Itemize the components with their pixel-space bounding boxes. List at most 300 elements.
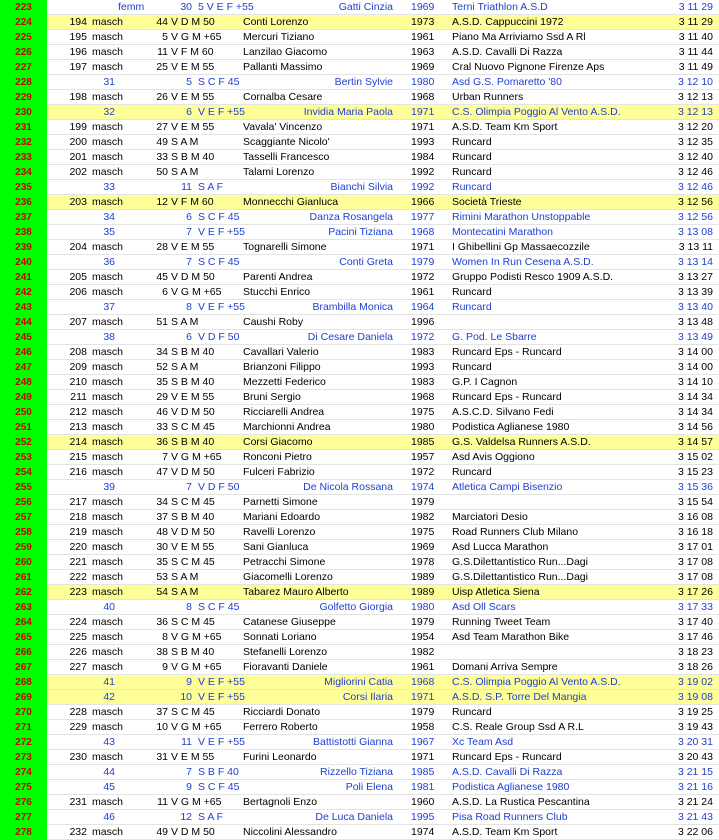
male-rank-cell: 212: [69, 406, 87, 418]
category-cell: V F M 60: [171, 196, 214, 208]
athlete-name-cell: Danza Rosangela: [309, 211, 393, 223]
team-cell: Runcard: [452, 181, 492, 193]
sex-cell: masch: [92, 661, 123, 673]
sex-cell: masch: [92, 316, 123, 328]
category-cell: V D M 50: [171, 406, 215, 418]
category-cell: V E F +55: [198, 226, 245, 238]
table-row: [0, 120, 719, 135]
category-rank-cell: 34: [156, 496, 168, 508]
finish-time-cell: 3 14 10: [677, 376, 713, 388]
category-cell: S A M: [171, 571, 199, 583]
male-rank-cell: 209: [69, 361, 87, 373]
finish-time-cell: 3 14 34: [677, 391, 713, 403]
male-rank-cell: 214: [69, 436, 87, 448]
athlete-name-cell: Golfetto Giorgia: [319, 601, 393, 613]
category-rank-cell: 30: [180, 1, 192, 13]
athlete-name-cell: Stucchi Enrico: [243, 286, 311, 298]
table-row: [0, 45, 719, 60]
sex-cell: masch: [92, 631, 123, 643]
finish-time-cell: 3 15 23: [677, 466, 713, 478]
category-rank-cell: 7: [186, 481, 192, 493]
category-cell: S C F 45: [198, 211, 240, 223]
category-rank-cell: 11: [157, 796, 168, 808]
sex-cell: masch: [92, 796, 123, 808]
category-rank-cell: 6: [186, 106, 192, 118]
finish-time-cell: 3 11 29: [678, 1, 713, 13]
category-rank-cell: 9: [186, 676, 192, 688]
female-rank-cell: 45: [103, 781, 115, 793]
table-row: [0, 735, 719, 750]
female-rank-cell: 35: [103, 226, 115, 238]
athlete-name-cell: Conti Greta: [339, 256, 393, 268]
table-row: [0, 555, 719, 570]
male-rank-cell: 194: [69, 16, 87, 28]
male-rank-cell: 225: [69, 631, 87, 643]
category-cell: S C F 45: [198, 601, 240, 613]
category-cell: V E M 55: [171, 391, 215, 403]
athlete-name-cell: Furini Leonardo: [243, 751, 317, 763]
finish-time-cell: 3 15 02: [677, 451, 713, 463]
athlete-name-cell: Fioravanti Daniele: [243, 661, 328, 673]
position-cell: 272: [0, 735, 47, 750]
male-rank-cell: 211: [70, 391, 87, 403]
male-rank-cell: 218: [69, 511, 87, 523]
position-cell: 256: [0, 495, 47, 510]
male-rank-cell: 203: [69, 196, 87, 208]
category-cell: V F M 60: [171, 46, 214, 58]
athlete-name-cell: Cornalba Cesare: [243, 91, 323, 103]
category-cell: S C M 45: [171, 616, 215, 628]
female-rank-cell: 38: [103, 331, 115, 343]
category-cell: S C M 45: [171, 421, 215, 433]
female-rank-cell: 43: [103, 736, 115, 748]
male-rank-cell: 206: [69, 286, 87, 298]
birth-year-cell: 1961: [411, 661, 435, 673]
birth-year-cell: 1963: [411, 46, 435, 58]
table-row: [0, 540, 719, 555]
finish-time-cell: 3 14 00: [677, 346, 713, 358]
athlete-name-cell: Mezzetti Federico: [243, 376, 326, 388]
table-row: [0, 660, 719, 675]
birth-year-cell: 1982: [411, 511, 435, 523]
athlete-name-cell: Tabarez Mauro Alberto: [243, 586, 349, 598]
table-row: [0, 165, 719, 180]
birth-year-cell: 1954: [411, 631, 435, 643]
team-cell: Runcard: [452, 361, 492, 373]
birth-year-cell: 1979: [411, 616, 435, 628]
category-cell: V E F +55: [198, 301, 245, 313]
athlete-name-cell: Monnecchi Gianluca: [243, 196, 339, 208]
finish-time-cell: 3 13 39: [677, 286, 713, 298]
category-rank-cell: 45: [156, 271, 168, 283]
birth-year-cell: 1971: [411, 241, 435, 253]
finish-time-cell: 3 17 33: [677, 601, 713, 613]
birth-year-cell: 1983: [411, 376, 435, 388]
table-row: [0, 795, 719, 810]
position-cell: 273: [0, 750, 47, 765]
finish-time-cell: 3 16 08: [677, 511, 713, 523]
table-row: [0, 720, 719, 735]
table-row: [0, 150, 719, 165]
position-cell: 249: [0, 390, 47, 405]
male-rank-cell: 205: [69, 271, 87, 283]
athlete-name-cell: Ricciardi Donato: [243, 706, 321, 718]
sex-cell: masch: [92, 166, 123, 178]
category-cell: S B M 40: [171, 511, 215, 523]
category-rank-cell: 50: [156, 166, 168, 178]
position-cell: 258: [0, 525, 47, 540]
male-rank-cell: 228: [69, 706, 87, 718]
table-row: [0, 780, 719, 795]
birth-year-cell: 1972: [411, 466, 435, 478]
table-row: [0, 15, 719, 30]
birth-year-cell: 1974: [411, 481, 435, 493]
category-rank-cell: 49: [156, 826, 168, 838]
birth-year-cell: 1979: [411, 496, 435, 508]
sex-cell: masch: [92, 121, 123, 133]
finish-time-cell: 3 17 01: [677, 541, 713, 553]
athlete-name-cell: Invidia Maria Paola: [303, 106, 393, 118]
finish-time-cell: 3 20 31: [677, 736, 713, 748]
category-cell: V E M 55: [171, 61, 215, 73]
athlete-name-cell: Bertin Sylvie: [334, 76, 393, 88]
category-rank-cell: 37: [156, 511, 168, 523]
position-cell: 236: [0, 195, 47, 210]
athlete-name-cell: Pacini Tiziana: [328, 226, 393, 238]
athlete-name-cell: Tasselli Francesco: [243, 151, 330, 163]
birth-year-cell: 1980: [411, 601, 435, 613]
category-rank-cell: 35: [156, 556, 168, 568]
table-row: [0, 825, 719, 840]
female-rank-cell: 34: [103, 211, 115, 223]
category-rank-cell: 31: [156, 751, 168, 763]
table-row: [0, 60, 719, 75]
athlete-name-cell: Gatti Cinzia: [338, 1, 393, 13]
sex-cell: masch: [92, 721, 123, 733]
category-rank-cell: 11: [181, 736, 192, 748]
team-cell: Pisa Road Runners Club: [452, 811, 568, 823]
finish-time-cell: 3 21 15: [677, 766, 713, 778]
category-rank-cell: 33: [156, 421, 168, 433]
male-rank-cell: 230: [69, 751, 87, 763]
male-rank-cell: 223: [69, 586, 87, 598]
position-cell: 239: [0, 240, 47, 255]
position-cell: 244: [0, 315, 47, 330]
birth-year-cell: 1984: [411, 151, 435, 163]
category-rank-cell: 28: [156, 241, 168, 253]
category-rank-cell: 12: [180, 811, 192, 823]
category-cell: S A F: [198, 181, 224, 193]
table-row: [0, 225, 719, 240]
finish-time-cell: 3 13 11: [678, 241, 713, 253]
sex-cell: masch: [92, 451, 123, 463]
athlete-name-cell: Corsi Ilaria: [342, 691, 393, 703]
category-rank-cell: 9: [162, 661, 168, 673]
finish-time-cell: 3 19 02: [677, 676, 713, 688]
table-row: [0, 405, 719, 420]
position-cell: 224: [0, 15, 47, 30]
birth-year-cell: 1968: [411, 676, 435, 688]
position-cell: 259: [0, 540, 47, 555]
team-cell: Uisp Atletica Siena: [452, 586, 540, 598]
sex-cell: masch: [92, 271, 123, 283]
table-row: [0, 210, 719, 225]
category-rank-cell: 7: [186, 256, 192, 268]
position-cell: 235: [0, 180, 47, 195]
category-cell: V E M 55: [171, 91, 215, 103]
sex-cell: masch: [92, 361, 123, 373]
finish-time-cell: 3 18 23: [677, 646, 713, 658]
athlete-name-cell: Corsi Giacomo: [243, 436, 313, 448]
table-row: [0, 330, 719, 345]
category-cell: V G M +65: [171, 631, 222, 643]
team-cell: Terni Triathlon A.S.D: [452, 1, 548, 13]
category-cell: V D F 50: [198, 481, 240, 493]
team-cell: Podistica Aglianese 1980: [452, 781, 570, 793]
female-rank-cell: 32: [103, 106, 115, 118]
sex-cell: masch: [92, 826, 123, 838]
sex-cell: masch: [92, 91, 123, 103]
category-rank-cell: 5: [186, 76, 192, 88]
position-cell: 233: [0, 150, 47, 165]
finish-time-cell: 3 15 36: [677, 481, 713, 493]
category-rank-cell: 49: [156, 136, 168, 148]
team-cell: Asd G.S. Pomaretto '80: [452, 76, 562, 88]
table-row: [0, 630, 719, 645]
category-rank-cell: 7: [186, 766, 192, 778]
position-cell: 261: [0, 570, 47, 585]
birth-year-cell: 1978: [411, 556, 435, 568]
sex-cell: masch: [92, 421, 123, 433]
birth-year-cell: 1992: [411, 181, 435, 193]
category-rank-cell: 8: [162, 631, 168, 643]
birth-year-cell: 1973: [411, 16, 435, 28]
female-rank-cell: 33: [103, 181, 115, 193]
team-cell: Cral Nuovo Pignone Firenze Aps: [452, 61, 605, 73]
team-cell: A.S.D. S.P. Torre Del Mangia: [452, 691, 587, 703]
athlete-name-cell: Marchionni Andrea: [243, 421, 331, 433]
category-rank-cell: 36: [156, 616, 168, 628]
finish-time-cell: 3 22 06: [677, 826, 713, 838]
finish-time-cell: 3 13 48: [677, 316, 713, 328]
table-row: [0, 240, 719, 255]
athlete-name-cell: Ronconi Pietro: [243, 451, 312, 463]
athlete-name-cell: Vavala' Vincenzo: [243, 121, 323, 133]
finish-time-cell: 3 12 13: [677, 106, 713, 118]
birth-year-cell: 1979: [411, 256, 435, 268]
position-cell: 266: [0, 645, 47, 660]
category-rank-cell: 51: [156, 316, 168, 328]
athlete-name-cell: Rizzello Tiziana: [320, 766, 393, 778]
birth-year-cell: 1980: [411, 421, 435, 433]
birth-year-cell: 1969: [411, 61, 435, 73]
position-cell: 228: [0, 75, 47, 90]
team-cell: I Ghibellini Gp Massaecozzile: [452, 241, 590, 253]
finish-time-cell: 3 18 26: [677, 661, 713, 673]
category-cell: S B M 40: [171, 151, 215, 163]
category-cell: S A M: [171, 361, 199, 373]
birth-year-cell: 1960: [411, 796, 435, 808]
position-cell: 251: [0, 420, 47, 435]
male-rank-cell: 200: [69, 136, 87, 148]
position-cell: 278: [0, 825, 47, 840]
team-cell: Gruppo Podisti Resco 1909 A.S.D.: [452, 271, 614, 283]
team-cell: A.S.D. Cavalli Di Razza: [452, 46, 563, 58]
birth-year-cell: 1996: [411, 316, 435, 328]
category-rank-cell: 34: [156, 346, 168, 358]
team-cell: Marciatori Desio: [452, 511, 528, 523]
team-cell: Asd Lucca Marathon: [452, 541, 549, 553]
athlete-name-cell: Cavallari Valerio: [243, 346, 319, 358]
finish-time-cell: 3 11 44: [678, 46, 713, 58]
athlete-name-cell: Brambilla Monica: [312, 301, 393, 313]
category-cell: V E F +55: [198, 106, 245, 118]
sex-cell: masch: [92, 241, 123, 253]
table-row: [0, 195, 719, 210]
team-cell: Domani Arriva Sempre: [452, 661, 558, 673]
male-rank-cell: 207: [69, 316, 87, 328]
category-rank-cell: 8: [186, 301, 192, 313]
finish-time-cell: 3 12 35: [677, 136, 713, 148]
team-cell: G.S. Valdelsa Runners A.S.D.: [452, 436, 591, 448]
table-row: [0, 0, 719, 15]
position-cell: 252: [0, 435, 47, 450]
table-row: [0, 420, 719, 435]
category-cell: S C M 45: [171, 706, 215, 718]
athlete-name-cell: Bruni Sergio: [243, 391, 301, 403]
female-rank-cell: 31: [103, 76, 115, 88]
birth-year-cell: 1961: [411, 31, 435, 43]
female-rank-cell: 37: [103, 301, 115, 313]
category-cell: V D F 50: [198, 331, 240, 343]
birth-year-cell: 1985: [411, 766, 435, 778]
category-cell: V G M +65: [171, 661, 222, 673]
category-cell: V E F +55: [198, 736, 245, 748]
position-cell: 270: [0, 705, 47, 720]
team-cell: Urban Runners: [452, 91, 524, 103]
table-row: [0, 480, 719, 495]
team-cell: Runcard Eps - Runcard: [452, 751, 562, 763]
position-cell: 237: [0, 210, 47, 225]
finish-time-cell: 3 12 10: [677, 76, 713, 88]
male-rank-cell: 227: [69, 661, 87, 673]
position-cell: 242: [0, 285, 47, 300]
finish-time-cell: 3 11 49: [678, 61, 713, 73]
category-rank-cell: 48: [156, 526, 168, 538]
category-cell: V G M +65: [171, 451, 222, 463]
category-cell: V G M +65: [171, 796, 222, 808]
birth-year-cell: 1971: [411, 751, 435, 763]
table-row: [0, 285, 719, 300]
finish-time-cell: 3 21 24: [677, 796, 713, 808]
female-rank-cell: 41: [103, 676, 115, 688]
team-cell: Piano Ma Arriviamo Ssd A Rl: [452, 31, 586, 43]
birth-year-cell: 1969: [411, 1, 435, 13]
male-rank-cell: 210: [69, 376, 87, 388]
table-row: [0, 810, 719, 825]
athlete-name-cell: Migliorini Catia: [324, 676, 393, 688]
table-row: [0, 465, 719, 480]
male-rank-cell: 202: [69, 166, 87, 178]
sex-cell: masch: [92, 466, 123, 478]
position-cell: 250: [0, 405, 47, 420]
team-cell: Rimini Marathon Unstoppable: [452, 211, 591, 223]
athlete-name-cell: Mercuri Tiziano: [243, 31, 315, 43]
birth-year-cell: 1966: [411, 196, 435, 208]
athlete-name-cell: Giacomelli Lorenzo: [243, 571, 333, 583]
athlete-name-cell: Bianchi Silvia: [330, 181, 393, 193]
team-cell: Runcard Eps - Runcard: [452, 346, 562, 358]
sex-cell: masch: [92, 46, 123, 58]
athlete-name-cell: Mariani Edoardo: [243, 511, 321, 523]
finish-time-cell: 3 19 43: [677, 721, 713, 733]
category-rank-cell: 54: [156, 586, 168, 598]
category-cell: V E M 55: [171, 751, 215, 763]
athlete-name-cell: Ravelli Lorenzo: [243, 526, 316, 538]
female-rank-cell: 36: [103, 256, 115, 268]
position-cell: 240: [0, 255, 47, 270]
table-row: [0, 30, 719, 45]
category-rank-cell: 29: [156, 391, 168, 403]
athlete-name-cell: Caushi Roby: [243, 316, 304, 328]
sex-cell: masch: [92, 436, 123, 448]
male-rank-cell: 222: [69, 571, 87, 583]
position-cell: 226: [0, 45, 47, 60]
birth-year-cell: 1971: [411, 121, 435, 133]
team-cell: Montecatini Marathon: [452, 226, 553, 238]
team-cell: Road Runners Club Milano: [452, 526, 579, 538]
category-cell: S A M: [171, 586, 199, 598]
category-rank-cell: 8: [186, 601, 192, 613]
position-cell: 243: [0, 300, 47, 315]
position-cell: 230: [0, 105, 47, 120]
table-row: [0, 690, 719, 705]
team-cell: A.S.D. Team Km Sport: [452, 121, 558, 133]
sex-cell: masch: [92, 391, 123, 403]
team-cell: Women In Run Cesena A.S.D.: [452, 256, 594, 268]
category-rank-cell: 11: [181, 181, 192, 193]
finish-time-cell: 3 19 08: [677, 691, 713, 703]
category-cell: V D M 50: [171, 466, 215, 478]
category-rank-cell: 33: [156, 151, 168, 163]
category-rank-cell: 35: [156, 376, 168, 388]
category-rank-cell: 10: [180, 691, 192, 703]
finish-time-cell: 3 21 43: [677, 811, 713, 823]
finish-time-cell: 3 11 40: [678, 31, 713, 43]
athlete-name-cell: Niccolini Alessandro: [243, 826, 337, 838]
athlete-name-cell: Stefanelli Lorenzo: [243, 646, 328, 658]
table-row: [0, 135, 719, 150]
team-cell: Atletica Campi Bisenzio: [452, 481, 563, 493]
birth-year-cell: 1957: [411, 451, 435, 463]
team-cell: G.S.Dilettantistico Run...Dagi: [452, 571, 588, 583]
finish-time-cell: 3 14 34: [677, 406, 713, 418]
position-cell: 262: [0, 585, 47, 600]
finish-time-cell: 3 15 54: [677, 496, 713, 508]
birth-year-cell: 1968: [411, 391, 435, 403]
athlete-name-cell: Conti Lorenzo: [243, 16, 309, 28]
male-rank-cell: 199: [69, 121, 87, 133]
birth-year-cell: 1992: [411, 166, 435, 178]
category-cell: V E M 55: [171, 241, 215, 253]
category-rank-cell: 6: [162, 286, 168, 298]
sex-cell: masch: [92, 526, 123, 538]
female-rank-cell: 39: [103, 481, 115, 493]
table-row: [0, 570, 719, 585]
finish-time-cell: 3 17 08: [677, 556, 713, 568]
category-cell: S A M: [171, 316, 199, 328]
table-row: [0, 75, 719, 90]
